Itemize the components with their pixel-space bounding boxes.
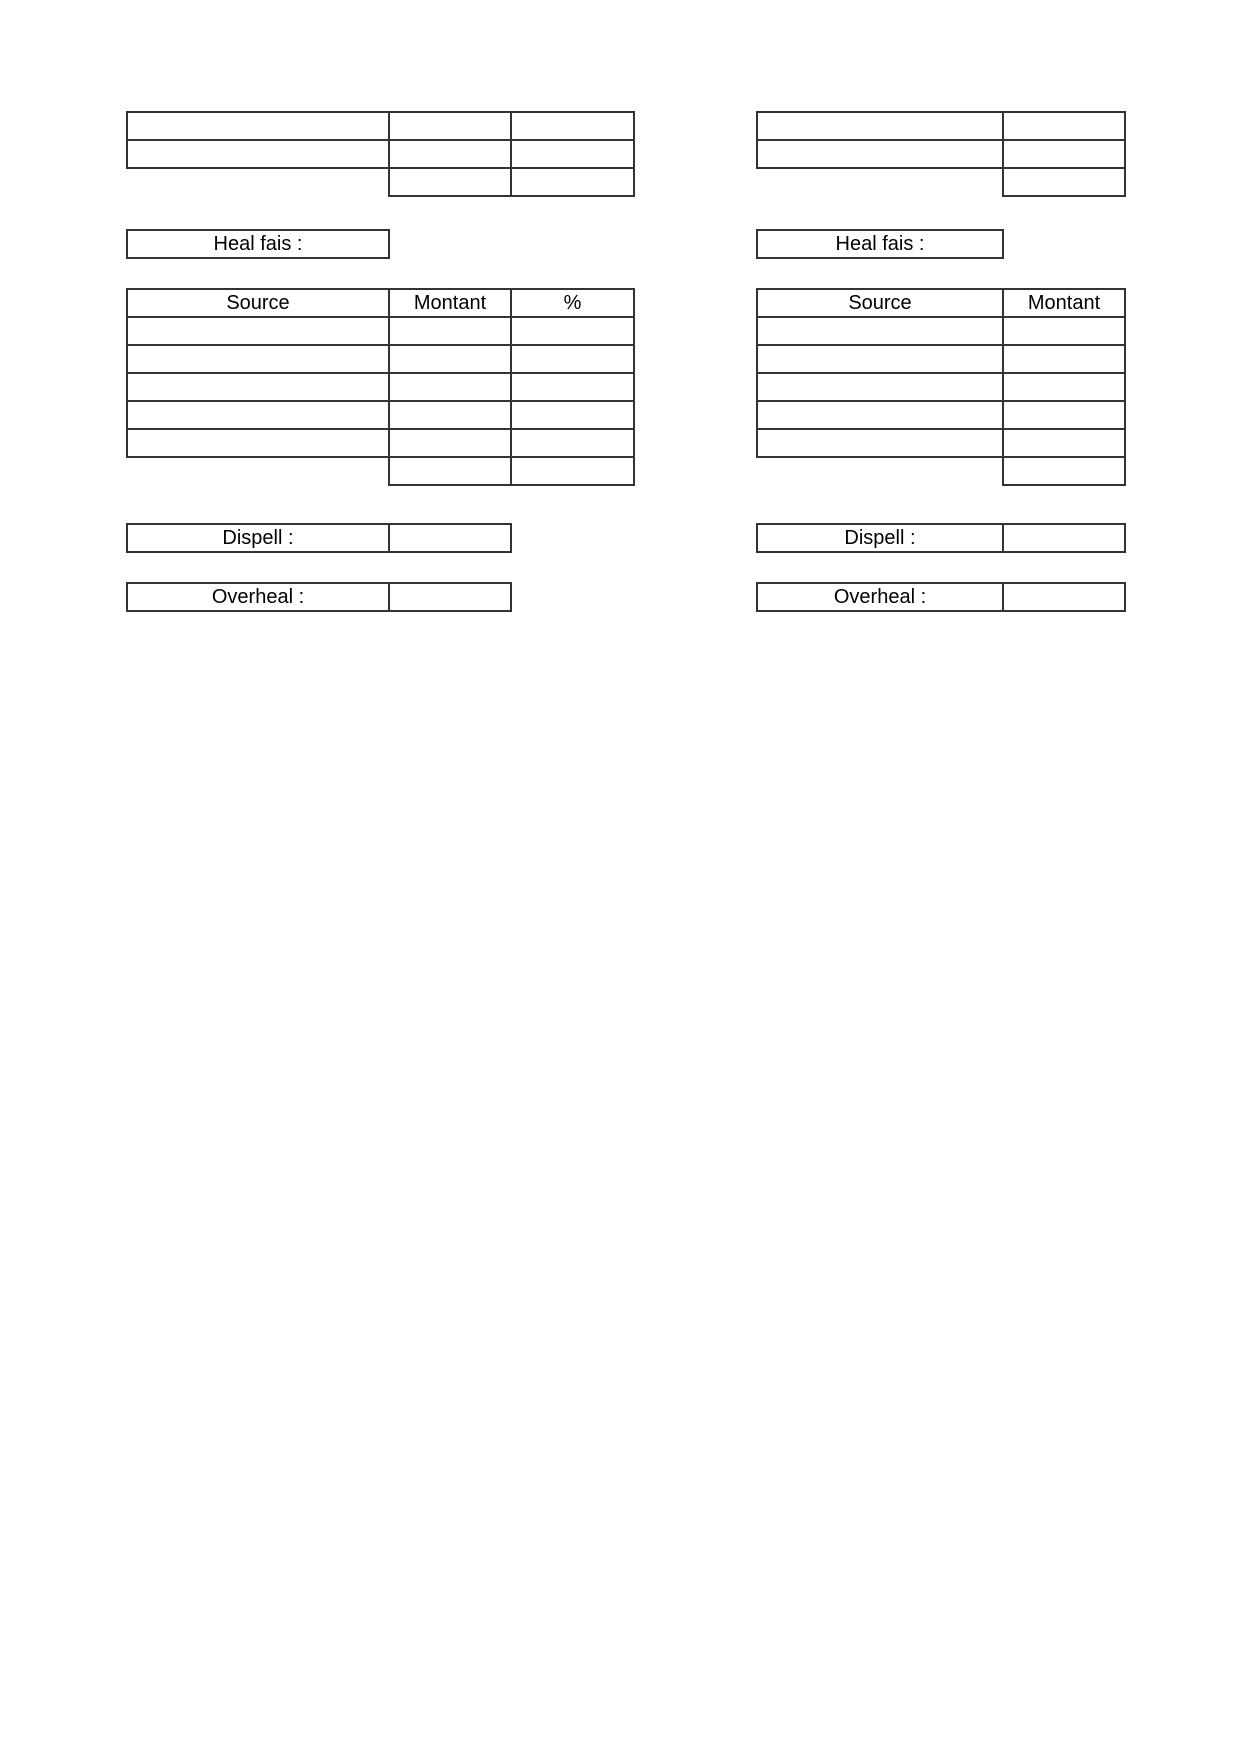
table-cell bbox=[127, 373, 389, 401]
table-cell bbox=[1003, 429, 1125, 457]
table-row bbox=[757, 140, 1125, 168]
table-cell bbox=[511, 373, 634, 401]
table-row bbox=[127, 401, 634, 429]
table-cell bbox=[757, 401, 1003, 429]
table-row bbox=[127, 140, 634, 168]
table-cell bbox=[389, 457, 511, 485]
left-heal-table bbox=[126, 229, 390, 259]
left-summary-table bbox=[126, 111, 635, 197]
overheal-label: Overheal : bbox=[757, 583, 1003, 611]
table-cell bbox=[389, 168, 511, 196]
table-cell bbox=[389, 112, 511, 140]
source-header: Source bbox=[127, 289, 389, 317]
dispell-label: Dispell : bbox=[127, 524, 389, 552]
source-header: Source bbox=[757, 289, 1003, 317]
table-cell bbox=[511, 457, 634, 485]
table-cell bbox=[757, 317, 1003, 345]
table-cell bbox=[389, 373, 511, 401]
dispell-label: Dispell : bbox=[757, 524, 1003, 552]
heal-label: Heal fais : bbox=[127, 230, 389, 258]
table-row bbox=[757, 112, 1125, 140]
overheal-label: Overheal : bbox=[127, 583, 389, 611]
amount-header: Montant bbox=[1003, 289, 1125, 317]
table-row bbox=[127, 373, 634, 401]
table-row bbox=[757, 168, 1125, 196]
table-cell bbox=[127, 140, 389, 168]
table-cell bbox=[511, 345, 634, 373]
table-cell bbox=[757, 112, 1003, 140]
table-cell bbox=[757, 373, 1003, 401]
left-dispell-table bbox=[126, 523, 512, 553]
table-cell bbox=[127, 429, 389, 457]
dispell-value bbox=[389, 524, 511, 552]
percent-header: % bbox=[511, 289, 634, 317]
table-cell bbox=[127, 401, 389, 429]
table-cell bbox=[511, 401, 634, 429]
table-cell bbox=[757, 140, 1003, 168]
table-cell bbox=[511, 168, 634, 196]
empty-cell bbox=[757, 168, 1003, 196]
table-cell bbox=[1003, 112, 1125, 140]
table-cell bbox=[1003, 401, 1125, 429]
overheal-value bbox=[1003, 583, 1125, 611]
table-row bbox=[127, 112, 634, 140]
table-row bbox=[127, 168, 634, 196]
table-total-row bbox=[757, 457, 1125, 485]
right-dispell-table bbox=[756, 523, 1126, 553]
table-cell bbox=[389, 345, 511, 373]
table-cell bbox=[1003, 140, 1125, 168]
table-row bbox=[757, 524, 1125, 552]
table-total-row bbox=[127, 457, 634, 485]
empty-cell bbox=[127, 457, 389, 485]
table-row bbox=[127, 317, 634, 345]
table-cell bbox=[1003, 168, 1125, 196]
left-source-table bbox=[126, 288, 635, 486]
table-row bbox=[757, 230, 1003, 258]
table-header-row bbox=[127, 289, 634, 317]
table-cell bbox=[1003, 345, 1125, 373]
right-heal-table bbox=[756, 229, 1004, 259]
table-header-row bbox=[757, 289, 1125, 317]
table-row bbox=[757, 317, 1125, 345]
table-cell bbox=[1003, 317, 1125, 345]
empty-cell bbox=[127, 168, 389, 196]
table-row bbox=[757, 373, 1125, 401]
table-row bbox=[757, 429, 1125, 457]
table-row bbox=[757, 583, 1125, 611]
table-row bbox=[127, 583, 511, 611]
table-cell bbox=[511, 140, 634, 168]
table-cell bbox=[757, 345, 1003, 373]
table-cell bbox=[1003, 457, 1125, 485]
table-row bbox=[757, 401, 1125, 429]
dispell-value bbox=[1003, 524, 1125, 552]
right-summary-table bbox=[756, 111, 1126, 197]
right-source-table bbox=[756, 288, 1126, 486]
table-cell bbox=[389, 429, 511, 457]
table-row bbox=[757, 345, 1125, 373]
table-row bbox=[127, 345, 634, 373]
amount-header: Montant bbox=[389, 289, 511, 317]
table-cell bbox=[389, 317, 511, 345]
table-cell bbox=[1003, 373, 1125, 401]
right-overheal-table bbox=[756, 582, 1126, 612]
table-cell bbox=[757, 429, 1003, 457]
overheal-value bbox=[389, 583, 511, 611]
heal-label: Heal fais : bbox=[757, 230, 1003, 258]
table-row bbox=[127, 230, 389, 258]
empty-cell bbox=[757, 457, 1003, 485]
table-row bbox=[127, 429, 634, 457]
table-cell bbox=[127, 345, 389, 373]
table-cell bbox=[511, 429, 634, 457]
table-cell bbox=[127, 112, 389, 140]
table-cell bbox=[389, 401, 511, 429]
table-row bbox=[127, 524, 511, 552]
table-cell bbox=[511, 317, 634, 345]
table-cell bbox=[127, 317, 389, 345]
table-cell bbox=[389, 140, 511, 168]
table-cell bbox=[511, 112, 634, 140]
left-overheal-table bbox=[126, 582, 512, 612]
